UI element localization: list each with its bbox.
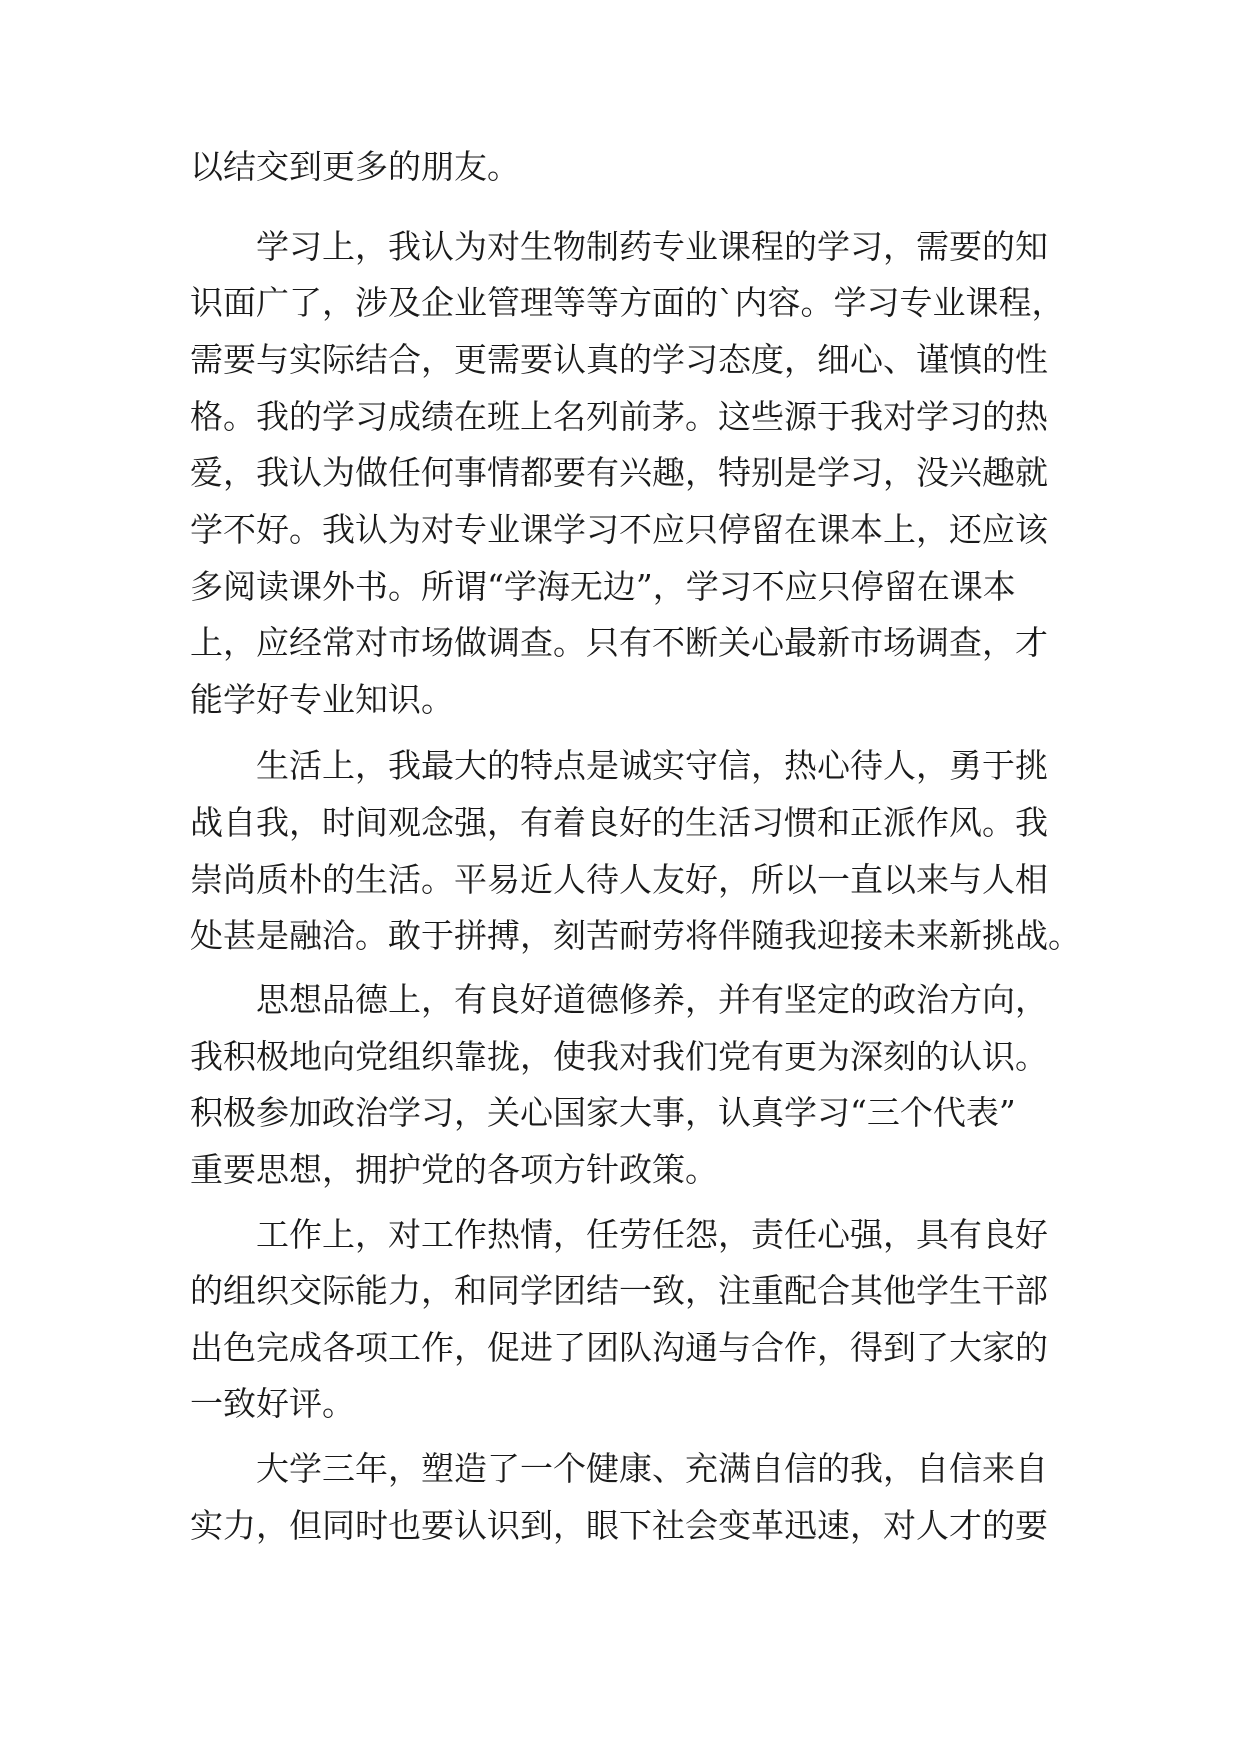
text-line: 爱，我认为做任何事情都要有兴趣，特别是学习，没兴趣就 — [190, 453, 1048, 492]
text-line: 需要与实际结合，更需要认真的学习态度，细心、谨慎的性 — [190, 340, 1048, 379]
text-line: 的组织交际能力，和同学团结一致，注重配合其他学生干部 — [190, 1271, 1048, 1310]
text-line: 处甚是融洽。敢于拼搏，刻苦耐劳将伴随我迎接未来新挑战。 — [190, 916, 1081, 955]
text-line: 出色完成各项工作，促进了团队沟通与合作，得到了大家的 — [190, 1328, 1048, 1367]
text-line: 以结交到更多的朋友。 — [190, 147, 520, 186]
text-line: 重要思想，拥护党的各项方针政策。 — [190, 1150, 718, 1189]
text-line: 能学好专业知识。 — [190, 680, 454, 719]
text-line: 我积极地向党组织靠拢，使我对我们党有更为深刻的认识。 — [190, 1037, 1048, 1076]
text-line: 战自我，时间观念强，有着良好的生活习惯和正派作风。我 — [190, 803, 1048, 842]
text-line: 识面广了，涉及企业管理等等方面的`内容。学习专业课程， — [190, 283, 1065, 322]
paragraph-first-line: 生活上，我最大的特点是诚实守信，热心待人，勇于挑 — [256, 746, 1048, 785]
paragraph-first-line: 学习上，我认为对生物制药专业课程的学习，需要的知 — [256, 227, 1048, 266]
paragraph-first-line: 工作上，对工作热情，任劳任怨，责任心强，具有良好 — [256, 1215, 1048, 1254]
text-line: 崇尚质朴的生活。平易近人待人友好，所以一直以来与人相 — [190, 860, 1048, 899]
paragraph-first-line: 大学三年，塑造了一个健康、充满自信的我，自信来自 — [256, 1449, 1048, 1488]
text-line: 学不好。我认为对专业课学习不应只停留在课本上，还应该 — [190, 510, 1048, 549]
text-line: 格。我的学习成绩在班上名列前茅。这些源于我对学习的热 — [190, 397, 1048, 436]
text-line: 多阅读课外书。所谓“学海无边”，学习不应只停留在课本 — [190, 567, 1016, 606]
text-line: 一致好评。 — [190, 1384, 355, 1423]
paragraph-first-line: 思想品德上，有良好道德修养，并有坚定的政治方向， — [256, 980, 1048, 1019]
text-line: 积极参加政治学习，关心国家大事，认真学习“三个代表” — [190, 1093, 1016, 1132]
text-line: 实力，但同时也要认识到，眼下社会变革迅速，对人才的要 — [190, 1506, 1048, 1545]
text-line: 上，应经常对市场做调查。只有不断关心最新市场调查，才 — [190, 623, 1048, 662]
